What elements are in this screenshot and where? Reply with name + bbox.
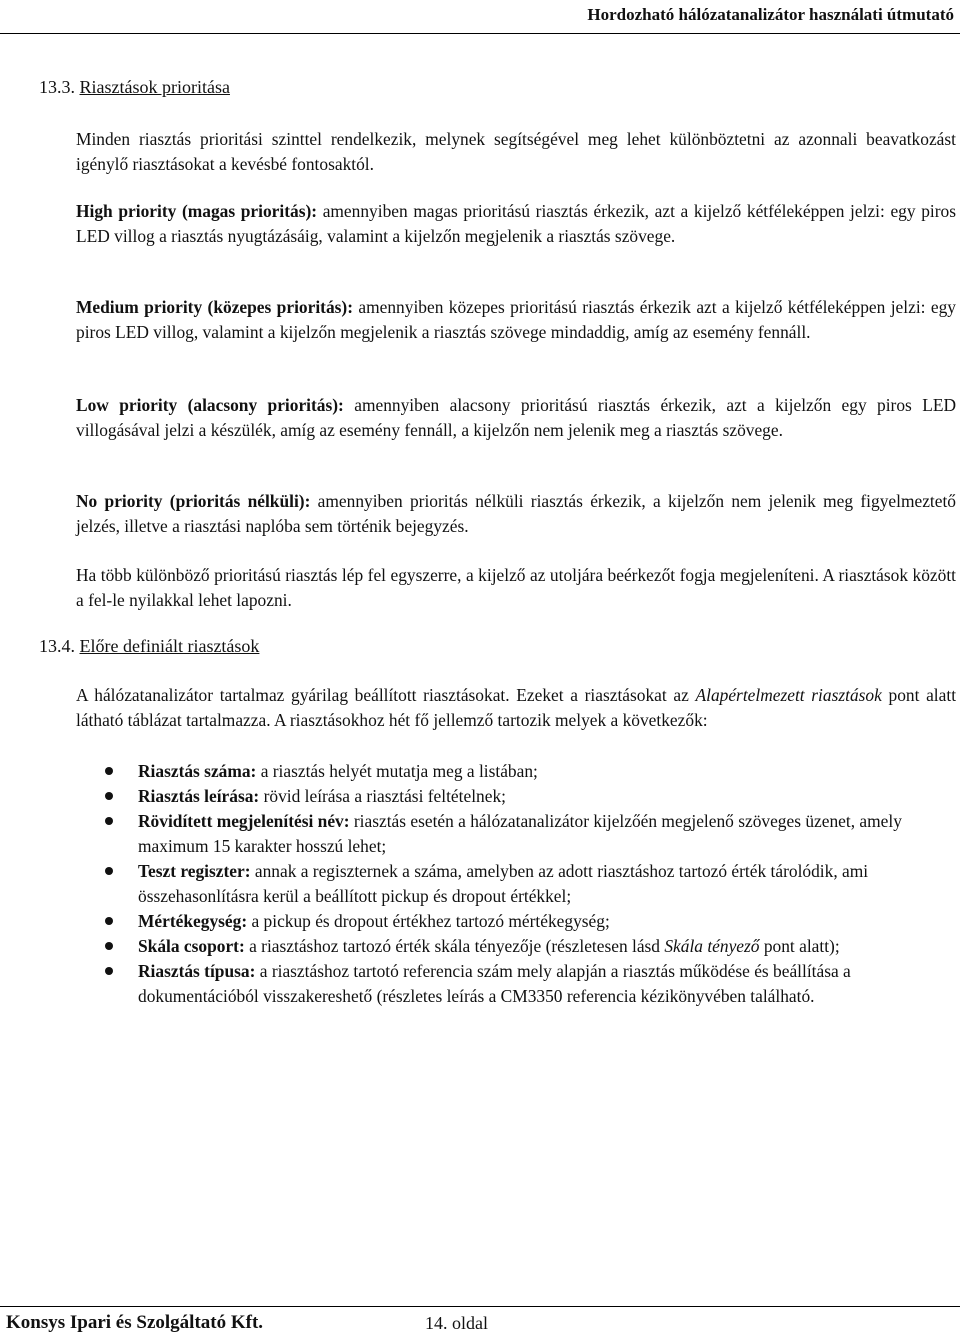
feature-text: riasztás esetén a hálózatanalizátor kijelzőén megjelenő szöveges üzenet, amely maximum 15 karakter hosszú lehet; (138, 811, 902, 856)
page-number: 14. oldal (425, 1313, 488, 1333)
bullet-icon (105, 817, 113, 825)
footer-divider (0, 1306, 960, 1307)
priority-text: amennyiben alacsony prioritású riasztás érkezik, azt a kijelzőn egy piros LED villogásával jelzi a készülék, amíg az esemény fennáll, a kijelzőn nem jelenik meg a riasztás szövege. (76, 395, 956, 440)
priority-label: Low priority (alacsony prioritás): (76, 395, 344, 415)
priority-text: amennyiben magas prioritású riasztás érkezik, azt a kijelző kétféleképpen jelzi: egy piros LED villog a riasztás nyugtázásáig, valamint a kijelzőn megjelenik a riasztás szövege. (76, 201, 956, 246)
priority-low-paragraph (76, 393, 956, 442)
section-title: Riasztások prioritása (79, 77, 230, 97)
feature-list (76, 759, 956, 1009)
feature-text: a riasztáshoz tartotó referencia szám mely alapján a riasztás működése és beállítása a dokumentációból visszakereshető (részletes leírás a CM3350 referencia kézikönyvében található. (138, 961, 851, 1006)
section-heading-13-4 (39, 636, 259, 657)
priority-text: amennyiben közepes prioritású riasztás érkezik azt a kijelző kétféleképpen jelzi: egy piros LED villog, valamint a kijelzőn megjelenik a riasztás szövege mindaddig, amíg az esemény fennáll. (76, 297, 956, 342)
list-item (76, 859, 956, 909)
feature-text: a riasztáshoz tartozó érték skála tényezője (részletesen lásd (244, 936, 665, 956)
list-item (76, 909, 956, 934)
feature-label: Riasztás típusa: (138, 961, 256, 981)
list-item (76, 759, 956, 784)
priority-label: High priority (magas prioritás): (76, 201, 318, 221)
feature-label: Riasztás leírása: (138, 786, 260, 806)
intro-paragraph: Minden riasztás prioritási szinttel rendelkezik, melynek segítségével meg lehet különböztetni az azonnali beavatkozást igénylő riasztásokat a kevésbé fontosaktól. (76, 129, 956, 174)
feature-label: Teszt regiszter: (138, 861, 251, 881)
predefined-intro-paragraph (76, 683, 956, 732)
feature-text: annak a regiszternek a száma, amelyben az adott riasztáshoz tartozó érték tárolódik, ami összehasonlításra kerül a beállított pickup és dropout értékkel; (138, 861, 869, 906)
feature-label: Riasztás száma: (138, 761, 257, 781)
list-item (76, 809, 956, 859)
section-number: 13.3. (39, 77, 75, 97)
multi-alarm-paragraph: Ha több különböző prioritású riasztás lép fel egyszerre, a kijelző az utoljára beérkezőt fogja megjeleníteni. A riasztások között a fel-le nyilakkal lehet lapozni. (76, 565, 956, 610)
feature-text: rövid leírása a riasztási feltételnek; (259, 786, 506, 806)
bullet-icon (105, 767, 113, 775)
intro-text: A hálózatanalizátor tartalmaz gyárilag beállított riasztásokat. Ezeket a riasztásokat az (76, 685, 696, 705)
feature-text: a pickup és dropout értékhez tartozó mértékegység; (247, 911, 610, 931)
bullet-icon (105, 792, 113, 800)
intro-text: pont alatt látható táblázat tartalmazza. A riasztásokhoz hét fő jellemző tartozik melyek a következők: (76, 685, 957, 730)
list-item (76, 934, 956, 959)
section-heading-13-3 (39, 77, 230, 98)
header-divider (0, 33, 960, 34)
feature-label: Skála csoport: (138, 936, 245, 956)
priority-none-paragraph (76, 489, 956, 538)
list-item (76, 959, 956, 1009)
bullet-icon (105, 967, 113, 975)
feature-text: a riasztás helyét mutatja meg a listában; (256, 761, 538, 781)
section-title: Előre definiált riasztások (79, 636, 260, 656)
list-item (76, 784, 956, 809)
priority-medium-paragraph (76, 295, 956, 344)
priority-label: No priority (prioritás nélküli): (76, 491, 311, 511)
bullet-icon (105, 917, 113, 925)
bullet-icon (105, 942, 113, 950)
feature-italic-ref: Skála tényező (664, 936, 760, 956)
feature-label: Rövidített megjelenítési név: (138, 811, 350, 831)
feature-text: pont alatt); (759, 936, 840, 956)
section-number: 13.4. (39, 636, 75, 656)
intro-italic-ref: Alapértelmezett riasztások (695, 685, 882, 705)
priority-text: amennyiben prioritás nélküli riasztás érkezik, a kijelzőn nem jelenik meg figyelmeztető jelzés, illetve a riasztási naplóba sem történik bejegyzés. (76, 491, 956, 536)
page-header-title: Hordozható hálózatanalizátor használati útmutató (587, 5, 954, 24)
priority-label: Medium priority (közepes prioritás): (76, 297, 353, 317)
footer-company: Konsys Ipari és Szolgáltató Kft. (6, 1312, 264, 1333)
feature-label: Mértékegység: (138, 911, 248, 931)
bullet-icon (105, 867, 113, 875)
priority-high-paragraph (76, 199, 956, 248)
